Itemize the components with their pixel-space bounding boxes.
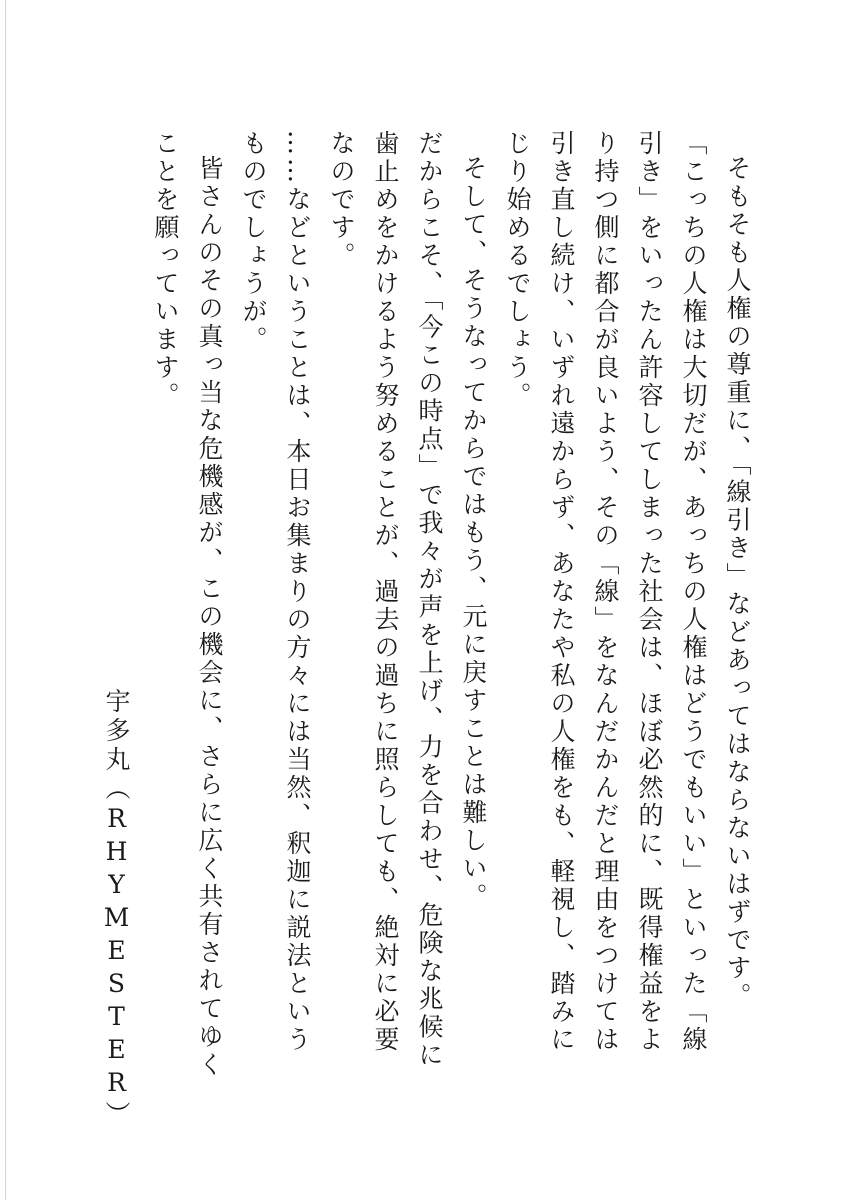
paragraph-4: だからこそ、「今この時点」で我々が声を上げ、力を合わせ、危険な兆候に歯止めをかけるよう努めることが、過去の過ちに照らしても、絶対に必要なのです。 xyxy=(327,130,444,1070)
paragraph-6: 皆さんのその真っ当な危機感が、この機会に、さらに広く共有されてゆくことを願っています。 xyxy=(151,130,224,1079)
page-edge-divider xyxy=(5,0,6,1200)
paragraph-2: 「こっちの人権は大切だが、あっちの人権はどうでもいい」といった「線引き」をいったん許容してしまった社会は、ほぼ必然的に、既得権益をより持つ側に都合が良いよう、その「線」をなんだかんだと理由をつけては引き直し続け、いずれ遠からず、あなたや私の人権をも、軽視し、踏みにじり始めるでしょう。 xyxy=(503,130,708,1054)
author-signature: 宇多丸（RHYMESTER） xyxy=(102,688,131,1130)
paragraph-3: そして、そうなってからではもう、元に戻すことは難しい。 xyxy=(459,155,488,911)
paragraph-1: そもそも人権の尊重に、「線引き」などあってはならないはずです。 xyxy=(723,155,752,1011)
body-text xyxy=(143,130,759,1080)
paragraph-5: ……などということは、本日お集まりの方々には当然、釈迦に説法というものでしょうが。 xyxy=(239,130,312,1054)
